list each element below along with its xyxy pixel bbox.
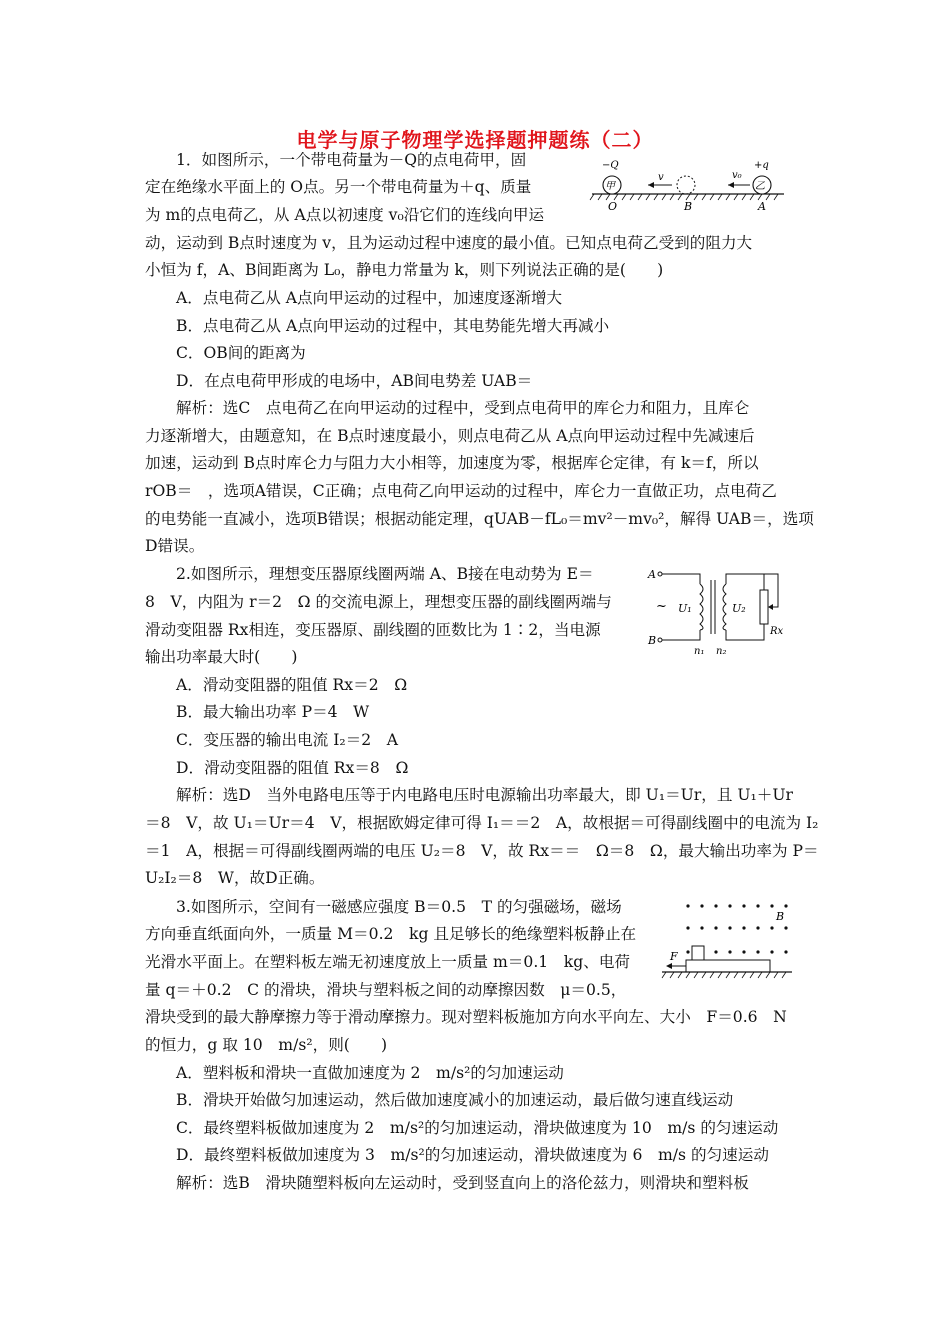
q1-analysis-line: 解析：选C 点电荷乙在向甲运动的过程中，受到点电荷甲的库仑力和阻力，且库仑 [176, 399, 750, 417]
q2-figure [644, 562, 792, 656]
q3-option-a: A．塑料板和滑块一直做加速度为 2 m/s²的匀加速运动 [176, 1064, 564, 1082]
q1-fig-a: A [758, 200, 766, 213]
q1-stem-line: 动，运动到 B点时速度为 v，且为运动过程中速度的最小值。已知点电荷乙受到的阻力大 [145, 234, 753, 252]
q2-option-d: D．滑动变阻器的阻值 Rx＝8 Ω [176, 759, 409, 777]
q2-fig-tilde: ~ [656, 599, 667, 614]
q2-stem-line: 输出功率最大时( ) [145, 648, 298, 666]
q1-fig-charge-right: +q [754, 160, 769, 171]
q3-stem-line: 滑块受到的最大静摩擦力等于滑动摩擦力。现对塑料板施加方向水平向左、大小 F＝0.6 N [145, 1008, 787, 1026]
q2-fig-n2: n₂ [716, 646, 727, 656]
q1-analysis-line: 力逐渐增大，由题意知，在 B点时速度最小，则点电荷乙从 A点向甲运动过程中先减速后 [145, 427, 755, 445]
q1-fig-yi: 乙 [755, 181, 765, 192]
q1-analysis-line: 加速，运动到 B点时库仑力与阻力大小相等，加速度为零，根据库仑定律，有 k＝f，所以 [145, 454, 759, 472]
q3-option-d: D．最终塑料板做加速度为 3 m/s²的匀加速运动，滑块做速度为 6 m/s 的匀速运动 [176, 1146, 769, 1164]
q2-fig-u1: U₁ [678, 602, 692, 615]
q2-stem-line: 8 V，内阻为 r＝2 Ω 的交流电源上，理想变压器的副线圈两端与 [145, 593, 612, 611]
q3-stem-line: 方向垂直纸面向外，一质量 M＝0.2 kg 且足够长的绝缘塑料板静止在 [145, 925, 637, 943]
q2-analysis-line: U₂I₂＝8 W，故D正确。 [145, 869, 325, 887]
q2-fig-rx: Rx [770, 626, 784, 637]
q1-option-b: B．点电荷乙从 A点向甲运动的过程中，其电势能先增大再减小 [176, 317, 610, 335]
q3-stem-line: 的恒力，g 取 10 m/s²，则( ) [145, 1036, 388, 1054]
q2-option-a: A．滑动变阻器的阻值 Rx＝2 Ω [176, 676, 408, 694]
page-title: 电学与原子物理学选择题押题练（二） [296, 128, 654, 152]
q1-option-a: A．点电荷乙从 A点向甲运动的过程中，加速度逐渐增大 [176, 289, 563, 307]
q2-option-c: C．变压器的输出电流 I₂＝2 A [176, 731, 399, 749]
q1-fig-charge-left: −Q [602, 160, 619, 171]
q1-option-d: D．在点电荷甲形成的电场中，AB间电势差 UAB＝ [176, 372, 533, 390]
q1-fig-o: O [608, 200, 618, 213]
q2-analysis-line: ＝1 A，根据＝可得副线圈两端的电压 U₂＝8 V，故 Rx＝＝ Ω＝8 Ω，最大输出功率为 P＝ [145, 842, 819, 860]
q2-stem-line: 2.如图所示，理想变压器原线圈两端 A、B接在电动势为 E＝ [176, 565, 594, 583]
q2-fig-u2: U₂ [732, 602, 746, 615]
q2-fig-b: B [648, 634, 657, 647]
q1-stem-line: 小恒为 f，A、B间距离为 L₀，静电力常量为 k，则下列说法正确的是( ) [145, 261, 664, 279]
q2-stem-line: 滑动变阻器 Rx相连，变压器原、副线圈的匝数比为 1∶2，当电源 [145, 621, 601, 639]
q1-stem-line: 为 m的点电荷乙，从 A点以初速度 v₀沿它们的连线向甲运 [145, 206, 545, 224]
q1-figure [588, 152, 788, 214]
q3-fig-f: F [670, 950, 678, 963]
q1-fig-v: v [658, 172, 664, 183]
q3-option-b: B．滑块开始做匀加速运动，然后做加速度减小的加速运动，最后做匀速直线运动 [176, 1091, 734, 1109]
q2-fig-n1: n₁ [694, 646, 705, 656]
q3-stem-line: 光滑水平面上。在塑料板左端无初速度放上一质量 m＝0.1 kg、电荷 [145, 953, 631, 971]
q3-stem-line: 量 q＝＋0.2 C 的滑块，滑块与塑料板之间的动摩擦因数 μ＝0.5， [145, 981, 627, 999]
q2-analysis-line: ＝8 V，故 U₁＝Ur＝4 V，根据欧姆定律可得 I₁＝＝2 A，故根据＝可得副线圈中的电流为 I₂ [145, 814, 819, 832]
q2-fig-a: A [648, 568, 656, 581]
q1-fig-v0: v₀ [732, 170, 742, 181]
q1-analysis-line: D错误。 [145, 537, 205, 555]
q1-fig-jia: 甲 [605, 181, 615, 192]
q3-option-c: C．最终塑料板做加速度为 2 m/s²的匀加速运动，滑块做速度为 10 m/s 的匀速运动 [176, 1119, 779, 1137]
q3-analysis-line: 解析：选B 滑块随塑料板向左运动时，受到竖直向上的洛伦兹力，则滑块和塑料板 [176, 1174, 749, 1192]
q1-stem-line: 定在绝缘水平面上的 O点。另一个带电荷量为＋q、质量 [145, 178, 532, 196]
q2-option-b: B．最大输出功率 P＝4 W [176, 703, 370, 721]
q2-analysis-line: 解析：选D 当外电路电压等于内电路电压时电源输出功率最大，即 U₁＝Ur，且 U₁＋Ur [176, 786, 793, 804]
q3-fig-b: B [776, 910, 785, 923]
q3-stem-line: 3.如图所示，空间有一磁感应强度 B＝0.5 T 的匀强磁场，磁场 [176, 898, 622, 916]
q1-analysis-line: 的电势能一直减小，选项B错误；根据动能定理，qUAB－fL₀＝mv²－mv₀²，解得 UAB＝，选项 [145, 510, 814, 528]
q1-analysis-line: rOB＝ ，选项A错误，C正确；点电荷乙向甲运动的过程中，库仑力一直做正功，点电荷乙 [145, 482, 777, 500]
q1-fig-b: B [684, 200, 693, 213]
q1-option-c: C．OB间的距离为 [176, 344, 306, 362]
q1-stem-line: 1．如图所示，一个带电荷量为－Q的点电荷甲，固 [176, 151, 527, 169]
q3-figure [656, 896, 796, 984]
